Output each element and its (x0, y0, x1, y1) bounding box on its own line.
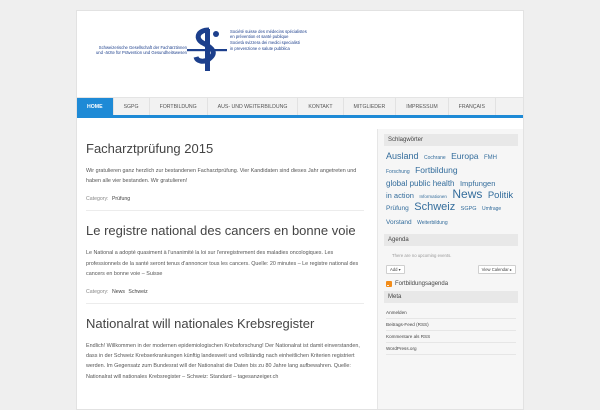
tag-link[interactable]: Fortbildung (415, 164, 458, 175)
nav-item-fortbildung[interactable]: FORTBILDUNG (150, 98, 208, 115)
tag-link[interactable]: Informationen (419, 193, 447, 199)
tag-link[interactable]: Europa (451, 151, 479, 161)
tag-link[interactable]: Impfungen (459, 179, 496, 188)
category-link[interactable]: News (111, 289, 125, 296)
logo-text-fr-it: Société suisse des médecins spécialistes en prévention et santé publique Società svizzera dei medici specialisti in prevenzione e salute pubblica (230, 29, 307, 51)
tag-link[interactable]: SGPG (460, 206, 477, 212)
meta-link-wordpress[interactable]: WordPress.org (386, 343, 516, 355)
meta-links (386, 307, 516, 355)
agenda-add-button[interactable]: Add ▾ (386, 265, 405, 274)
tag-link[interactable]: Prüfung (386, 205, 409, 212)
nav-item-impressum[interactable]: IMPRESSUM (396, 98, 448, 115)
post-excerpt: Wir gratulieren ganz herzlich zur bestandenen Facharztprüfung. Vier Kandidaten sind dieses Jahr angetreten und haben alle vier bestanden. Wir gratulieren! (86, 168, 357, 185)
nav-item-francais[interactable]: FRANÇAIS (449, 98, 496, 115)
sidebar (377, 129, 524, 410)
content-area (77, 129, 524, 410)
tags-widget-title: Schlagwörter (384, 134, 518, 146)
post-list (77, 129, 373, 390)
post-categories: Category: News Schweiz (86, 289, 148, 296)
tag-link[interactable]: Politik (487, 189, 514, 201)
nav-item-mitglieder[interactable]: MITGLIEDER (344, 98, 397, 115)
category-link[interactable]: Prüfung (111, 196, 131, 203)
site-logo[interactable] (87, 25, 317, 75)
post-excerpt: Le National a adopté quasiment à l'unanimité la loi sur l'enregistrement des maladies oncologiques. Les professionnels de la santé seront tenus d'annoncer tous les cancers. Quelle: 20 minutes – Le registre national des cancers en bonne voie – Suisse (86, 250, 359, 277)
tag-link[interactable]: Umfrage (482, 206, 502, 212)
meta-link-login[interactable]: Anmelden (386, 307, 516, 319)
tag-link[interactable]: Schweiz (414, 201, 456, 213)
meta-widget-title: Meta (384, 291, 518, 303)
tag-link[interactable]: global public health (386, 179, 455, 188)
post-title[interactable]: Le registre national des cancers en bonne voie (86, 223, 356, 239)
tag-link[interactable]: Vorstand (386, 218, 412, 226)
nav-item-home[interactable]: HOME (77, 98, 114, 115)
post-excerpt: Endlich! Willkommen in der modernen epidemiologischen Krebsforschung! Der Nationalrat ist damit einverstanden, dass in der Schweiz Krebserkrankungen künftig landesweit und vollständig nach einheitlichen Kriterien registriert werden. Im Gegensatz zum Bundesrat will der Nationalrat die Daten bis zu 80 Jahre lang aufbewahren. Quelle: Nationalrat will nationales Krebsregister – Schweiz: Standard – tagesanzeiger.ch (86, 343, 360, 380)
view-calendar-button[interactable]: View Calendar ▸ (478, 265, 516, 274)
post (86, 211, 364, 304)
rss-icon[interactable] (386, 281, 392, 287)
post (86, 304, 364, 390)
logo-text-de: Schweizerische Gesellschaft der Fachärztinnen und -ärzte für Prävention und Gesundheitswesen (95, 45, 187, 56)
tag-link[interactable]: Ausland (386, 151, 419, 161)
tag-link[interactable]: Forschung (386, 168, 410, 175)
tag-link[interactable]: FMH (484, 155, 497, 161)
tag-link[interactable]: Cochrane (423, 155, 446, 161)
main-nav (77, 97, 524, 118)
post-title[interactable]: Nationalrat will nationales Krebsregister (86, 316, 315, 332)
agenda-widget-title: Agenda (384, 234, 518, 246)
post-categories: Category: Prüfung (86, 196, 131, 203)
agenda-controls (386, 265, 516, 273)
nav-item-kontakt[interactable]: KONTAKT (298, 98, 343, 115)
nav-item-aus-und-weiterbildung[interactable]: AUS- UND WEITERBILDUNG (208, 98, 299, 115)
fortbildungsagenda-widget-title[interactable]: Fortbildungsagenda (386, 281, 516, 287)
post-title[interactable]: Facharztprüfung 2015 (86, 141, 214, 156)
post (86, 129, 364, 211)
site-header (77, 11, 523, 97)
tag-cloud (386, 150, 516, 228)
agenda-widget (386, 234, 516, 273)
tag-link[interactable]: News (452, 186, 483, 201)
page (76, 10, 524, 410)
nav-item-sgpg[interactable]: SGPG (114, 98, 150, 115)
category-link[interactable]: Schweiz (128, 289, 148, 296)
agenda-empty-text: There are no upcoming events. (392, 253, 452, 258)
logo-mark-icon (187, 27, 227, 73)
tag-link[interactable]: Weiterbildung (417, 219, 448, 226)
tag-link[interactable]: in action (386, 190, 414, 200)
meta-link-comments-feed[interactable]: Kommentare als RSS (386, 331, 516, 343)
meta-link-posts-feed[interactable]: Beitrags-Feed (RSS) (386, 319, 516, 331)
tags-widget (386, 134, 516, 228)
meta-widget (386, 291, 516, 355)
